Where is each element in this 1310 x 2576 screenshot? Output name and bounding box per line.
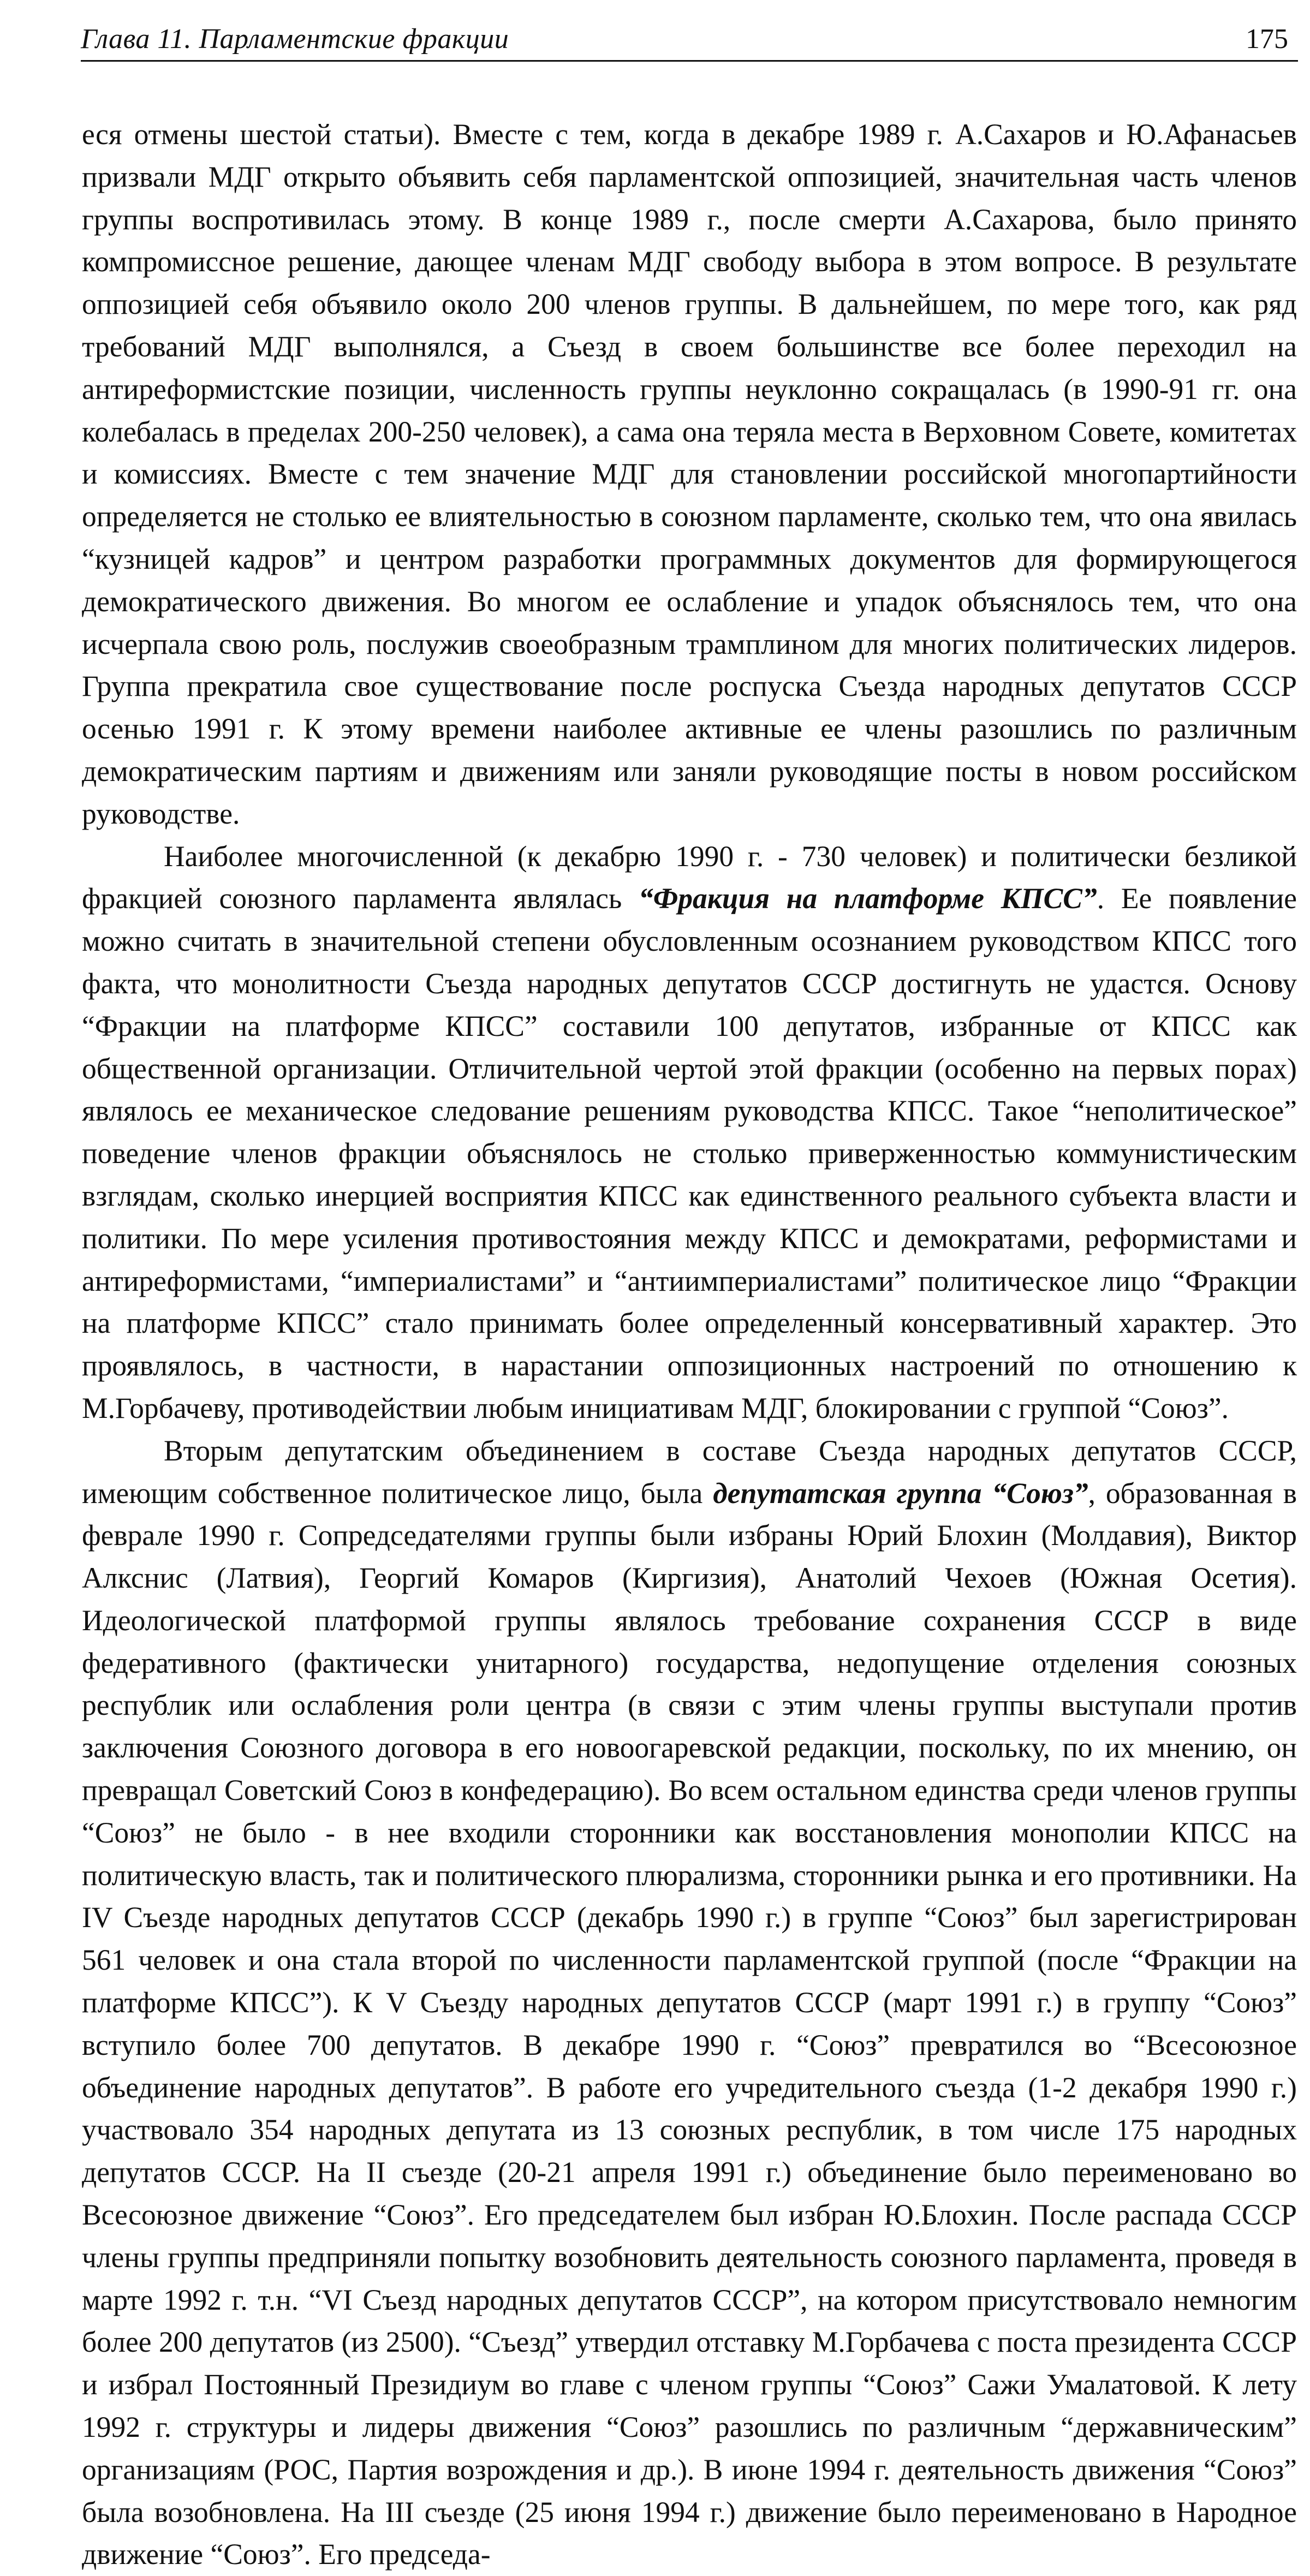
text-run: Вторым депутатским объединением в составе Съезда народных депутатов СССР, имеющим собственное политическое лицо, была	[82, 1434, 1297, 1510]
text-run: еся отмены шестой статьи). Вместе с тем, когда в декабре 1989 г. А.Сахаров и Ю.Афанасьев призвали МДГ открыто объявить себя парламентской оппозицией, значительная часть членов группы воспротивилась этому. В конце 1989 г., после смерти А.Сахарова, было принято компромиссное решение, дающее членам МДГ свободу выбора в этом вопросе. В результате оппозицией себя объявило около 200 членов группы. В дальнейшем, по мере того, как ряд требований МДГ выполнялся, а Съезд в своем большинстве все более переходил на антиреформистские позиции, численность группы неуклонно сокращалась (в 1990-91 гг. она колебалась в пределах 200-250 человек), а сама она теряла места в Верховном Совете, комитетах и комиссиях. Вместе с тем значение МДГ для становлении российской многопартийности определяется не столько ее влиятельностью в союзном парламенте, сколько тем, что она явилась “кузницей кадров” и центром разработки программных документов для формирующегося демократического движения. Во многом ее ослабление и упадок объяснялось тем, что она исчерпала свою роль, послужив своеобразным трамплином для многих политических лидеров. Группа прекратила свое существование после роспуска Съезда народных депутатов СССР осенью 1991 г. К этому времени наиболее активные ее члены разошлись по различным демократическим партиям и движениям или заняли руководящие посты в новом российском руководстве.	[82, 118, 1297, 830]
paragraph	[82, 114, 1297, 836]
text-run: , образованная в феврале 1990 г. Сопредседателями группы были избраны Юрий Блохин (Молдавия), Виктор Алкснис (Латвия), Георгий Комаров (Киргизия), Анатолий Чехоев (Южная Осетия). Идеологической платформой группы являлось требование сохранения СССР в виде федеративного (фактически унитарного) государства, недопущение отделения союзных республик или ослабления роли центра (в связи с этим члены группы выступали против заключения Союзного договора в его новоогаревской редакции, поскольку, по их мнению, он превращал Советский Союз в конфедерацию). Во всем остальном единства среди членов группы “Союз” не было - в нее входили сторонники как восстановления монополии КПСС на политическую власть, так и политического плюрализма, сторонники рынка и его противники. На IV Съезде народных депутатов СССР (декабрь 1990 г.) в группе “Союз” был зарегистрирован 561 человек и она стала второй по численности парламентской группой (после “Фракции на платформе КПСС”). К V Съезду народных депутатов СССР (март 1991 г.) в группу “Союз” вступило более 700 депутатов. В декабре 1990 г. “Союз” превратился во “Всесоюзное объединение народных депутатов”. В работе его учредительного съезда (1-2 декабря 1990 г.) участвовало 354 народных депутата из 13 союзных республик, в том числе 175 народных депутатов СССР. На II съезде (20-21 апреля 1991 г.) объединение было переименовано во Всесоюзное движение “Союз”. Его председателем был избран Ю.Блохин. После распада СССР члены группы предприняли попытку возобновить деятельность союзного парламента, проведя в марте 1992 г. т.н. “VI Съезд народных депутатов СССР”, на котором присутствовало немногим более 200 депутатов (из 2500). “Съезд” утвердил отставку М.Горбачева с поста президента СССР и избрал Постоянный Президиум во главе с членом группы “Союз” Сажи Умалатовой. К лету 1992 г. структуры и лидеры движения “Союз” разошлись по различным “державническим” организациям (РОС, Партия возрождения и др.). В июне 1994 г. деятельность движения “Союз” была возобновлена. На III съезде (25 июня 1994 г.) движение было переименовано в Народное движение “Союз”. Его председа-	[82, 1476, 1297, 2571]
paragraph	[82, 836, 1297, 1430]
page-number: 175	[1246, 23, 1288, 55]
body-text	[82, 114, 1297, 2576]
text-run: . Ее появление можно считать в значительной степени обусловленным осознанием руководством КПСС того факта, что монолитности Съезда народных депутатов СССР достигнуть не удастся. Основу “Фракции на платформе КПСС” составили 100 депутатов, избранные от КПСС как общественной организации. Отличительной чертой этой фракции (особенно на первых порах) являлось ее механическое следование решениям руководства КПСС. Такое “неполитическое” поведение членов фракции объяснялось не столько приверженностью коммунистическим взглядам, сколько инерцией восприятия КПСС как единственного реального субъекта власти и политики. По мере усиления противостояния между КПСС и демократами, реформистами и антиреформистами, “империалистами” и “антиимпериалистами” политическое лицо “Фракции на платформе КПСС” стало принимать более определенный консервативный характер. Это проявлялось, в частности, в нарастании оппозиционных настроений по отношению к М.Горбачеву, противодействии любым инициативам МДГ, блокировании с группой “Союз”.	[82, 882, 1297, 1424]
emphasized-term: депутатская группа “Союз”	[713, 1476, 1088, 1510]
chapter-title: Глава 11. Парламентские фракции	[81, 23, 509, 55]
text-run: Наиболее многочисленной (к декабрю 1990 г. - 730 человек) и политически безликой фракцией союзного парламента являлась	[82, 839, 1297, 915]
running-header	[81, 21, 1298, 62]
emphasized-term: “Фракция на платформе КПСС”	[639, 882, 1097, 915]
paragraph	[82, 1430, 1297, 2576]
